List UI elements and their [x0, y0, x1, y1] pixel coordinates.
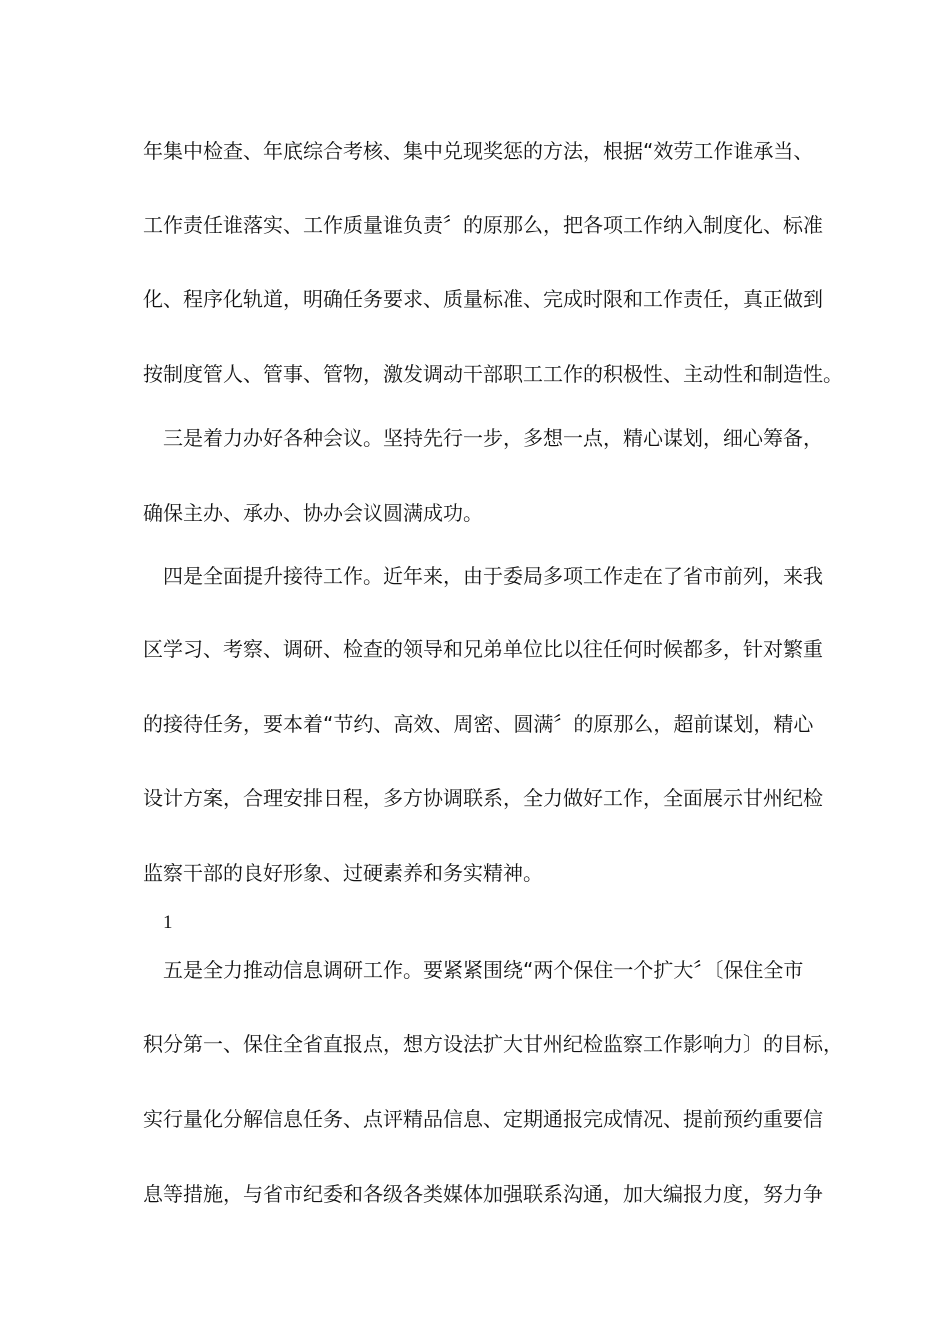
text-line: 按制度管人、管事、管物，激发调动干部职工工作的积极性、主动性和制造性。: [143, 362, 843, 386]
text-line: 工作责任谁落实、工作质量谁负责〞的原那么，把各项工作纳入制度化、标准: [143, 213, 823, 237]
text-line: 设计方案，合理安排日程，多方协调联系，全力做好工作，全面展示甘州纪检: [143, 786, 823, 810]
paragraph-start-line: 五是全力推动信息调研工作。要紧紧围绕“两个保住一个扩大〞〔保住全市: [143, 958, 804, 982]
text-line: 息等措施，与省市纪委和各级各类媒体加强联系沟通，加大编报力度，努力争: [143, 1182, 823, 1206]
text-line: 的接待任务，要本着“节约、高效、周密、圆满〞的原那么，超前谋划，精心: [143, 712, 814, 736]
paragraph-start-line: 三是着力办好各种会议。坚持先行一步，多想一点，精心谋划，细心筹备，: [143, 426, 823, 450]
text-line: 年集中检查、年底综合考核、集中兑现奖惩的方法，根据“效劳工作谁承当、: [143, 139, 814, 163]
text-line: 化、程序化轨道，明确任务要求、质量标准、完成时限和工作责任，真正做到: [143, 287, 823, 311]
text-line: 积分第一、保住全省直报点，想方设法扩大甘州纪检监察工作影响力〕的目标，: [143, 1032, 843, 1056]
page-number: 1: [163, 912, 173, 933]
paragraph-start-line: 四是全面提升接待工作。近年来，由于委局多项工作走在了省市前列，来我: [143, 564, 823, 588]
text-line: 监察干部的良好形象、过硬素养和务实精神。: [143, 861, 543, 885]
text-line: 确保主办、承办、协办会议圆满成功。: [143, 501, 483, 525]
text-line: 区学习、考察、调研、检查的领导和兄弟单位比以往任何时候都多，针对繁重: [143, 637, 823, 661]
text-line: 实行量化分解信息任务、点评精品信息、定期通报完成情况、提前预约重要信: [143, 1107, 823, 1131]
